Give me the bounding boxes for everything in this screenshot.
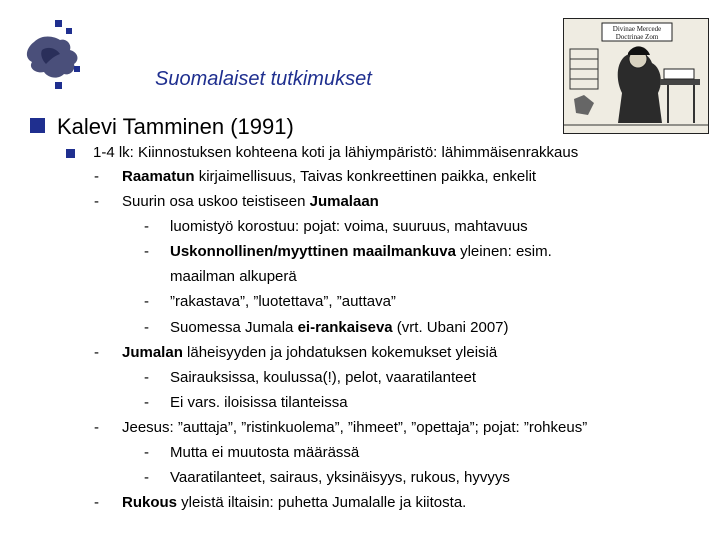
text-line: ”rakastava”, ”luotettava”, ”auttava” bbox=[170, 293, 396, 310]
text-line: luomistyö korostuu: pojat: voima, suuruus, mahtavuus bbox=[170, 218, 528, 235]
dash-bullet: - bbox=[144, 444, 149, 461]
dash-bullet: - bbox=[144, 293, 149, 310]
slide-title: Suomalaiset tutkimukset bbox=[155, 68, 372, 90]
text-line: Raamatun kirjaimellisuus, Taivas konkreettinen paikka, enkelit bbox=[122, 168, 537, 185]
woodcut-text-1: Divinae Mercede bbox=[612, 25, 662, 33]
woodcut-text-2: Doctrinae Zom bbox=[615, 33, 659, 41]
text-line: Mutta ei muutosta määrässä bbox=[170, 444, 360, 461]
dash-bullet: - bbox=[144, 319, 149, 336]
text-line: Jumalan läheisyyden ja johdatuksen kokemukset yleisiä bbox=[122, 344, 498, 361]
dash-bullet: - bbox=[144, 394, 149, 411]
dash-bullet: - bbox=[94, 494, 99, 511]
dash-bullet: - bbox=[94, 344, 99, 361]
text-line: Sairauksissa, koulussa(!), pelot, vaaratilanteet bbox=[170, 369, 476, 386]
section-heading-text: Kalevi Tamminen (1991) bbox=[57, 114, 294, 139]
section-heading bbox=[30, 114, 294, 140]
woodcut-scholar-image bbox=[563, 18, 709, 134]
text-line: Ei vars. iloisissa tilanteissa bbox=[170, 394, 348, 411]
dash-bullet: - bbox=[144, 218, 149, 235]
square-bullet-icon bbox=[66, 149, 75, 158]
dash-bullet: - bbox=[94, 168, 99, 185]
text-line: maailman alkuperä bbox=[170, 268, 297, 285]
text-line: Suomessa Jumala ei-rankaiseva (vrt. Ubani 2007) bbox=[170, 319, 509, 336]
text-line: Suurin osa uskoo teistiseen Jumalaan bbox=[122, 193, 379, 210]
text-line: Uskonnollinen/myyttinen maailmankuva yleinen: esim. bbox=[170, 243, 552, 260]
dash-bullet: - bbox=[144, 469, 149, 486]
dash-bullet: - bbox=[94, 419, 99, 436]
text-line: Rukous yleistä iltaisin: puhetta Jumalalle ja kiitosta. bbox=[122, 494, 467, 511]
dash-bullet: - bbox=[144, 243, 149, 260]
dash-bullet: - bbox=[94, 193, 99, 210]
text-line: Vaaratilanteet, sairaus, yksinäisyys, rukous, hyvyys bbox=[170, 469, 510, 486]
text-line: 1-4 lk: Kiinnostuksen kohteena koti ja lähiympäristö: lähimmäisenrakkaus bbox=[93, 144, 579, 161]
dash-bullet: - bbox=[144, 369, 149, 386]
university-logo-icon bbox=[14, 20, 94, 92]
text-line: Jeesus: ”auttaja”, ”ristinkuolema”, ”ihmeet”, ”opettaja”; pojat: ”rohkeus” bbox=[122, 419, 588, 436]
square-bullet-icon bbox=[30, 118, 45, 133]
